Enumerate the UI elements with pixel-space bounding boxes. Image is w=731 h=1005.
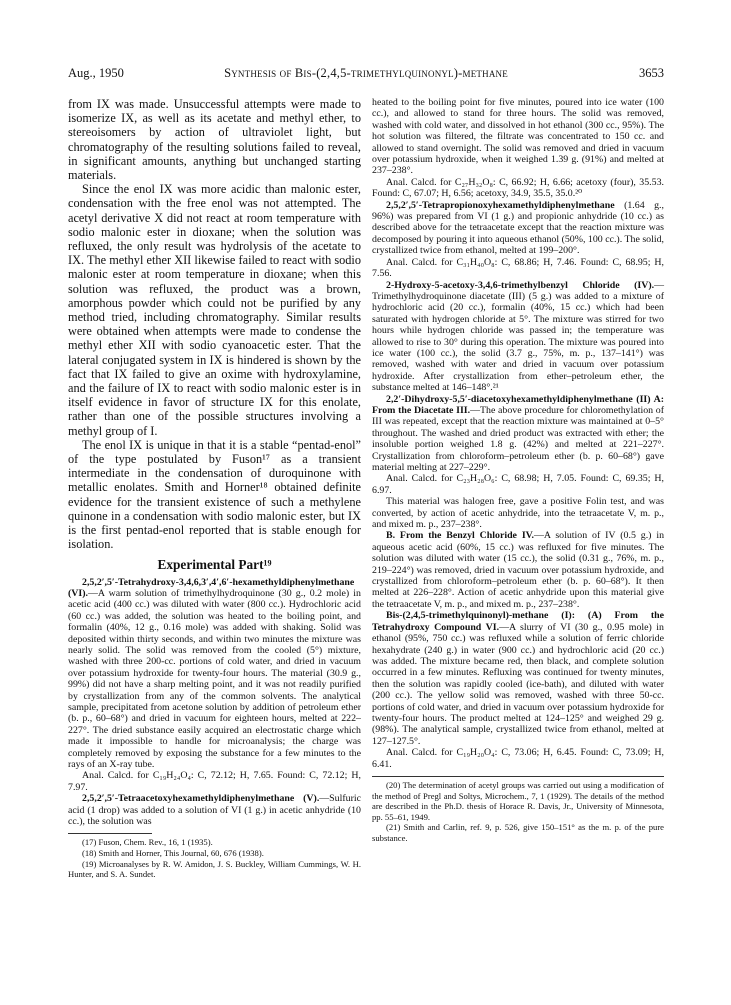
analysis-line: Anal. Calcd. for C₃₁H₄₀O₈: C, 68.86; H, 7.46. Found: C, 68.95; H, 7.56. (372, 256, 664, 280)
experiment-body: —Trimethylhydroquinone diacetate (III) (5 g.) was added to a mixture of hydrochloric acid (20 cc.), formalin (40%, 15 cc.) which had been saturated with hydrogen chloride at 5°. The mixture was stirred for two hours while hydrogen chloride was passed in; the temperature was allowed to rise to 30° during this operation. The mixture was poured into ice water (100 cc.), the solid (3.7 g., 75%, m. p., 137–141°) was removed, washed with water and dried in vacuum over potassium hydroxide. After crystallization from ether–petroleum ether, the substance melted at 146–148°.²¹ (372, 279, 664, 394)
footnote: (20) The determination of acetyl groups was carried out using a modification of the method of Pregl and Soltys, Microchem., 7, 1 (1929). The details of the method are described in the Ph.D. thesis of Horace R. Davis, Jr., University of Minnesota, pp. 55–61, 1949. (372, 779, 664, 822)
paragraph: Since the enol IX was more acidic than malonic ester, condensation with the free enol was not attempted. The acetyl derivative X did not react at room temperature with sodio malonic ester in dioxane; when the solution was refluxed, the only result was hydrolysis of the acetate to IX. The methyl ether XII likewise failed to react with sodio malonic ester at room temperature in dioxane; when this solution was refluxed, the product was a brown, amorphous powder which could not be purified by any method tried, including chromatography. Similar results were obtained when attempts were made to condense the methyl ether XII with sodio cyanoacetic ester. That the lateral conjugated system in IX is hindered is shown by the fact that IX failed to give an oxime with hydroxylamine, and the failure of IX to react with sodio malonic ester is in itself evidence in favor of structure IX for this enolate, rather than one of the possible structures involving a methyl group of I. (68, 182, 361, 438)
analysis-line: Anal. Calcd. for C₂₃H₂₈O₆: C, 68.98; H, 7.05. Found: C, 69.35; H, 6.97. (372, 473, 664, 496)
compound-title: 2-Hydroxy-5-acetoxy-3,4,6-trimethylbenzyl Chloride (IV). (386, 279, 655, 291)
paragraph: The enol IX is unique in that it is a stable “pentad-enol” of the type postulated by Fuson¹⁷ as a transient intermediate in the condensation of duroquinone with metallic enolates. Smith and Horner¹⁸ obtained definite evidence for the transient existence of such a methylene quinone in a condensation with sodio malonic ester, but IX is the first pentad-enol reported that is stable enough for isolation. (68, 437, 361, 552)
paragraph: from IX was made. Unsuccessful attempts were made to isomerize IX, as well as its acetate and methyl ether, to stereoisomers by action of ultraviolet light, but chromatography of the resulting solutions failed to reveal, in significant amounts, anything but unchanged starting materials. (68, 97, 361, 183)
analysis-line: Anal. Calcd. for C₁₉H₂₄O₄: C, 72.12; H, 7.65. Found: C, 72.12; H, 7.97. (68, 770, 361, 793)
experiment-paragraph (68, 793, 361, 827)
footnote: (17) Fuson, Chem. Rev., 16, 1 (1935). (82, 837, 213, 848)
issue-date: Aug., 1950 (68, 66, 124, 80)
analysis-line: Anal. Calcd. for C₂₇H₃₂O₈: C, 66.92; H, 6.66; acetoxy (four), 35.53. Found: C, 67.07; H, 6.56; acetoxy, 34.9, 35.5, 35.0.²⁰ (372, 176, 664, 200)
running-title: Synthesis of Bis-(2,4,5-trimethylquinonyl)-methane (224, 66, 508, 80)
experiment-paragraph (372, 394, 664, 474)
experiment-paragraph (372, 530, 664, 610)
experiment-body: —A warm solution of trimethylhydroquinone (30 g., 0.2 mole) in acetic acid (400 cc.) was diluted with water (800 cc.). Hydrochloric acid (60 cc.) was added, the solution was heated to the boiling point, and formalin (40%, 12 g., 0.16 mole) was added with shaking. Solid was deposited within thirty seconds, and within two minutes the mixture was nearly solid. The solid was removed from the cooled (5°) mixture, washed with three 200-cc. portions of cold water, and dried in vacuum over potassium hydroxide for twenty-four hours. The material (30.9 g., 99%) did not have a sharp melting point, and it was not readily purified by crystallization from any of the common solvents. The analytical sample, precipitated from acetone solution by addition of petroleum ether (b. p., 60–68°) and dried in vacuum for eighteen hours, melted at 222–227°. The dried substance easily acquired an electrostatic charge which made it impossible to handle for microanalysis; the charge was completely removed by exposing the substance for a few minutes to the rays of an X-ray tube. (68, 587, 361, 770)
compound-title: 2,5,2′,5′-Tetrahydroxy-3,4,6,3′,4′,6′-hexamethyldiphenylmethane (VI). (68, 576, 355, 599)
analysis-line: Anal. Calcd. for C₁₉H₂₀O₄: C, 73.06; H, 6.45. Found: C, 73.09; H, 6.41. (372, 747, 664, 770)
experiment-body: (1.64 g., 96%) was prepared from VI (1 g.) and propionic anhydride (10 cc.) as described above for the tetraacetate except that the reaction mixture was decomposed by pouring it into aqueous ethanol (50%, 100 cc.). The solid, crystallized twice from ethanol, melted at 199–200°. (372, 199, 664, 257)
compound-title: B. From the Benzyl Chloride IV. (386, 530, 534, 542)
experiment-paragraph (68, 577, 361, 771)
paragraph: This material was halogen free, gave a positive Folin test, and was converted, by action of acetic anhydride, into the tetraacetate V, m. p., and mixed m. p., 237–238°. (372, 496, 664, 531)
footnote: (19) Microanalyses by R. W. Amidon, J. S. Buckley, William Cummings, W. H. Hunter, and S. A. Sundet. (68, 858, 361, 880)
compound-title: Bis-(2,4,5-trimethylquinonyl)-methane (I): (A) From the Tetrahydroxy Compound VI. (372, 610, 664, 633)
experiment-body: —Sulfuric acid (1 drop) was added to a solution of VI (1 g.) in acetic anhydride (10 cc.), the solution was (68, 793, 361, 828)
paragraph: heated to the boiling point for five minutes, poured into ice water (100 cc.), and allowed to stand for three hours. The solid was removed, washed with cold water, and dissolved in hot ethanol (300 cc., 95%). The hot solution was filtered, the filtrate was concentrated to 150 cc. and allowed to stand overnight. The solid was removed and dried in vacuum over potassium hydroxide, when it weighed 1.39 g. (91%) and melted at 237–238°. (372, 97, 664, 177)
experiment-body: —A solution of IV (0.5 g.) in aqueous acetic acid (60%, 15 cc.) was refluxed for five minutes. The solution was diluted with water (15 cc.), the solid (0.31 g., 76%, m. p., 219–224°) was removed, dried in vacuum over potassium hydroxide, and crystallized from chloroform–petroleum ether (b. p. 60–68°). It then melted at 226–228°. Action of acetic anhydride upon this material give the tetraacetate V, m. p., and mixed m. p., 237–238°. (372, 530, 665, 610)
right-column (372, 97, 664, 844)
section-heading: Experimental Part¹⁹ (157, 556, 272, 572)
left-column (68, 97, 361, 880)
compound-title: 2,5,2′,5′-Tetraacetoxyhexamethyldiphenylmethane (V). (82, 793, 320, 805)
compound-title: 2,5,2′,5′-Tetrapropionoxyhexamethyldiphenylmethane (386, 199, 615, 211)
footnote: (21) Smith and Carlin, ref. 9, p. 526, give 150–151° as the m. p. of the pure substance. (372, 822, 664, 843)
footnote-block (372, 776, 664, 844)
experiment-paragraph (372, 200, 664, 257)
page-number: 3653 (639, 66, 664, 80)
experiment-paragraph (372, 610, 664, 747)
experiment-body: —A slurry of VI (30 g., 0.95 mole) in ethanol (95%, 750 cc.) was refluxed while a solution of ferric chloride hexahydrate (240 g.) in water (900 cc.) and hydrochloric acid (20 cc.) was added. The mixture became red, then black, and complete solution occurred in a few minutes. Refluxing was continued for twenty minutes, then the solution was rapidly cooled (ice-bath), and diluted with water (200 cc.). The yellow solid was removed, washed with three 50-cc. portions of cold water, and dried in vacuum over potassium hydroxide for twenty-four hours. The product melted at 124–125° and weighed 29 g. (98%). The analytical sample, crystallized twice from ethanol, melted at 127–127.5°. (372, 621, 664, 747)
footnote-rule (68, 833, 152, 834)
page-header (68, 66, 664, 82)
footnote: (18) Smith and Horner, This Journal, 60, 676 (1938). (82, 848, 264, 859)
experiment-body: —The above procedure for chloromethylation of III was repeated, except that the reaction mixture was maintained at 0–5° throughout. The washed and dried product was extracted with ether; the insoluble portion weighed 1.8 g. (42%) and melted at 221–227°. Crystallization from chloroform–petroleum ether (b. p. 60–68°) gave material melting at 227–229°. (372, 404, 665, 473)
compound-title: 2,2′-Dihydroxy-5,5′-diacetoxyhexamethyldiphenylmethane (II) A: From the Diacetate III. (372, 393, 664, 416)
experiment-paragraph (372, 280, 664, 394)
